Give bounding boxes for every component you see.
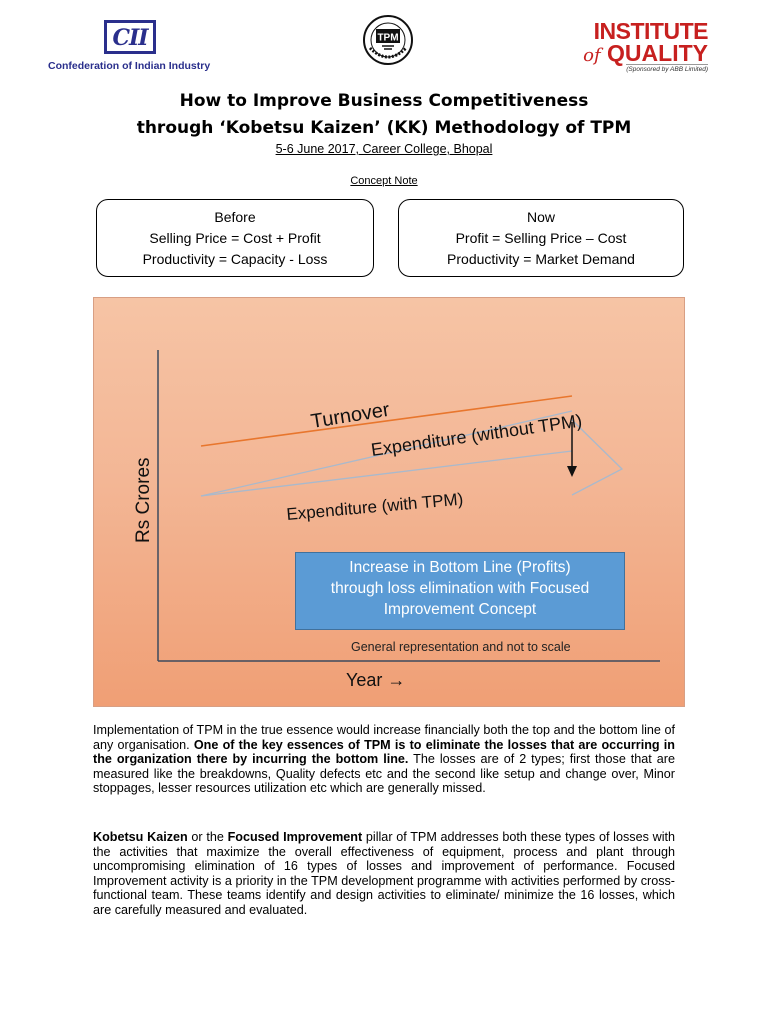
para1-text-a: Implementation of TPM in the true essence would increase financially both the top and the bottom line of any organisation. bbox=[93, 723, 675, 752]
before-line1: Selling Price = Cost + Profit bbox=[149, 230, 321, 246]
para2-text-a: or the bbox=[187, 830, 228, 844]
cii-caption: Confederation of Indian Industry bbox=[48, 60, 211, 72]
before-line2: Productivity = Capacity - Loss bbox=[142, 251, 328, 267]
ioq-quality: QUALITY bbox=[607, 40, 708, 66]
ioq-sponsor: (Sponsored by ABB Limited) bbox=[626, 66, 708, 73]
event-date-venue: 5-6 June 2017, Career College, Bhopal bbox=[275, 142, 493, 156]
ioq-of: of bbox=[583, 45, 601, 66]
ioq-line2 bbox=[583, 40, 708, 67]
para2-bold-kobetsu: Kobetsu Kaizen bbox=[93, 830, 188, 844]
para1-bold: One of the key essences of TPM is to eliminate the losses that are occurring in the organization there by incurring the bottom line. bbox=[93, 737, 675, 767]
paragraph-kobetsu-kaizen bbox=[93, 830, 675, 918]
x-axis-label: Year → bbox=[346, 670, 406, 690]
para1-text-b: The losses are of 2 types; first those that are measured like the breakdowns, Quality defects etc and the second like setup and change over, Minor stoppages, lesser resources utilization etc which are generally missed. bbox=[93, 752, 675, 796]
institute-of-quality-logo bbox=[583, 18, 722, 76]
before-heading: Before bbox=[214, 209, 256, 225]
expenditure-with-tpm-label: Expenditure (with TPM) bbox=[285, 489, 464, 524]
now-heading: Now bbox=[526, 209, 555, 225]
page-title-line1: How to Improve Business Competitiveness bbox=[179, 91, 589, 111]
cii-logo-text: CII bbox=[112, 25, 148, 51]
para2-bold-focused: Focused Improvement bbox=[227, 830, 363, 844]
callout-line2: through loss elimination with Focused bbox=[330, 580, 590, 597]
para2-text-b: pillar of TPM addresses both these types of losses with the activities that maximize the overall effectiveness of equipment, process and plant through uncompromising elimination of 16 types of losses and improvement of performance. Focused Improvement activity is a priority in the TPM development programme with activities performed by cross-functional team. These teams identify and design activities to eliminate/ minimize the 16 losses, which are carefully measured and evaluated. bbox=[93, 830, 676, 917]
ioq-line1: INSTITUTE bbox=[593, 18, 708, 44]
paragraph-tpm-implementation bbox=[93, 723, 675, 796]
callout-line3: Improvement Concept bbox=[383, 601, 537, 618]
callout-line1: Increase in Bottom Line (Profits) bbox=[349, 559, 571, 576]
now-line1: Profit = Selling Price – Cost bbox=[455, 230, 627, 246]
page-title-line2: through ‘Kobetsu Kaizen’ (KK) Methodology of TPM bbox=[136, 118, 632, 138]
chevron-shape bbox=[572, 420, 622, 495]
expenditure-without-tpm-label: Expenditure (without TPM) bbox=[369, 410, 584, 460]
concept-note-heading: Concept Note bbox=[350, 175, 418, 187]
not-to-scale-note: General representation and not to scale bbox=[351, 640, 571, 654]
tpm-club-logo bbox=[362, 14, 414, 66]
turnover-label: Turnover bbox=[309, 398, 392, 433]
before-box bbox=[96, 199, 374, 277]
bottom-line-callout bbox=[295, 552, 625, 630]
bottom-line-figure bbox=[93, 297, 685, 707]
down-arrow-icon bbox=[567, 466, 577, 477]
cii-emblem bbox=[104, 20, 156, 54]
now-line2: Productivity = Market Demand bbox=[447, 251, 635, 267]
tpm-logo-text: TPM bbox=[377, 32, 399, 44]
cii-logo bbox=[48, 18, 228, 76]
y-axis-label: Rs Crores bbox=[133, 457, 154, 543]
now-box bbox=[398, 199, 684, 277]
